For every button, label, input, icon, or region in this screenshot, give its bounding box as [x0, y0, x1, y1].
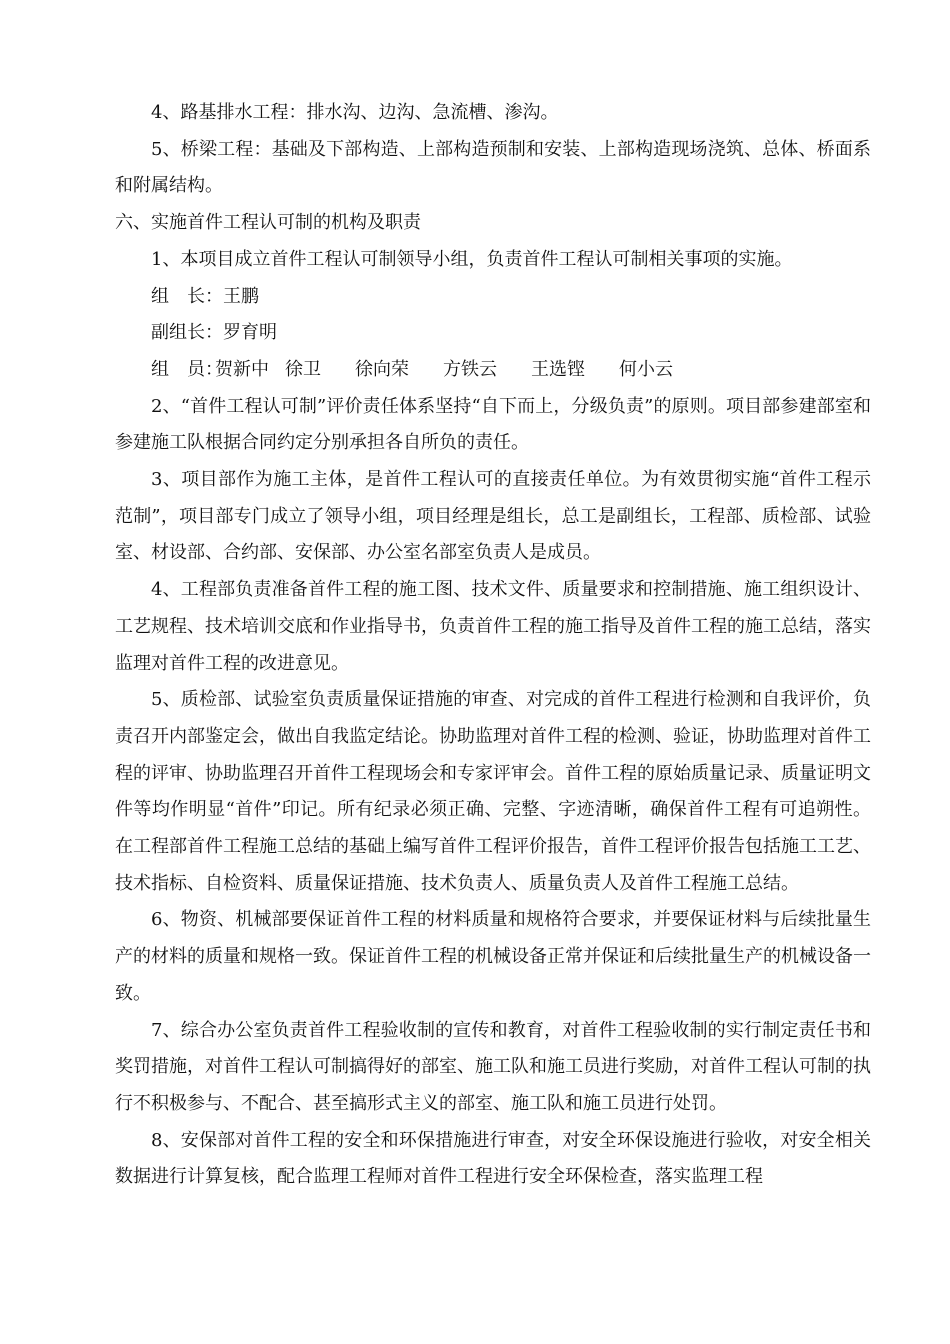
paragraph-roadbed-drainage: 4、路基排水工程：排水沟、边沟、急流槽、渗沟。	[151, 102, 559, 123]
member-name: 王选铿	[531, 358, 585, 380]
member-name: 方铁云	[443, 358, 497, 380]
member-name: 徐卫	[285, 358, 321, 380]
paragraph-responsibility-system: 2、“首件工程认可制”评价责任体系坚持“自下而上，分级负责”的原则。项目部参建部室和参建施工队根据合同约定分别承担各自所负的责任。	[115, 395, 871, 454]
deputy-leader-line: 副组长：罗育明	[151, 322, 277, 344]
paragraph-project-department: 3、项目部作为施工主体，是首件工程认可的直接责任单位。为有效贯彻实施“首件工程示范制”，项目部专门成立了领导小组，项目经理是组长，总工是副组长，工程部、质检部、试验室、材设部、合约部、安保部、办公室名部室负责人是成员。	[115, 469, 871, 564]
paragraph-materials-dept: 6、物资、机械部要保证首件工程的材料质量和规格符合要求，并要保证材料与后续批量生产的材料的质量和规格一致。保证首件工程的机械设备正常并保证和后续批量生产的机械设备一致。	[115, 909, 871, 1004]
group-members-line	[115, 352, 871, 389]
member-name: 徐向荣	[355, 358, 409, 380]
paragraph-leading-group: 1、本项目成立首件工程认可制领导小组，负责首件工程认可制相关事项的实施。	[151, 248, 793, 270]
paragraph-engineering-dept: 4、工程部负责准备首件工程的施工图、技术文件、质量要求和控制措施、施工组织设计、工艺规程、技术培训交底和作业指导书，负责首件工程的施工指导及首件工程的施工总结，落实监理对首件工程的改进意见。	[115, 579, 871, 674]
member-name: 贺新中	[215, 358, 269, 380]
paragraph-bridge-works: 5、桥梁工程：基础及下部构造、上部构造预制和安装、上部构造现场浇筑、总体、桥面系和附属结构。	[115, 138, 871, 197]
document-body	[115, 95, 871, 1196]
members-label: 组 员：	[151, 358, 223, 380]
section-heading-six: 六、实施首件工程认可制的机构及职责	[115, 212, 421, 234]
paragraph-office: 7、综合办公室负责首件工程验收制的宣传和教育，对首件工程验收制的实行制定责任书和奖罚措施，对首件工程认可制搞得好的部室、施工队和施工员进行奖励，对首件工程认可制的执行不积极参与、不配合、甚至搞形式主义的部室、施工队和施工员进行处罚。	[115, 1019, 871, 1114]
paragraph-safety-dept: 8、安保部对首件工程的安全和环保措施进行审查，对安全环保设施进行验收，对安全相关数据进行计算复核，配合监理工程师对首件工程进行安全环保检查，落实监理工程	[115, 1129, 871, 1188]
paragraph-quality-dept: 5、质检部、试验室负责质量保证措施的审查、对完成的首件工程进行检测和自我评价，负责召开内部鉴定会，做出自我监定结论。协助监理对首件工程的检测、验证，协助监理对首件工程的评审、协助监理召开首件工程现场会和专家评审会。首件工程的原始质量记录、质量证明文件等均作明显“首件”印记。所有纪录必须正确、完整、字迹清晰，确保首件工程有可追朔性。在工程部首件工程施工总结的基础上编写首件工程评价报告，首件工程评价报告包括施工工艺、技术指标、自检资料、质量保证措施、技术负责人、质量负责人及首件工程施工总结。	[115, 689, 871, 894]
group-leader-line: 组 长：王鹏	[151, 285, 259, 307]
member-name: 何小云	[619, 358, 673, 380]
